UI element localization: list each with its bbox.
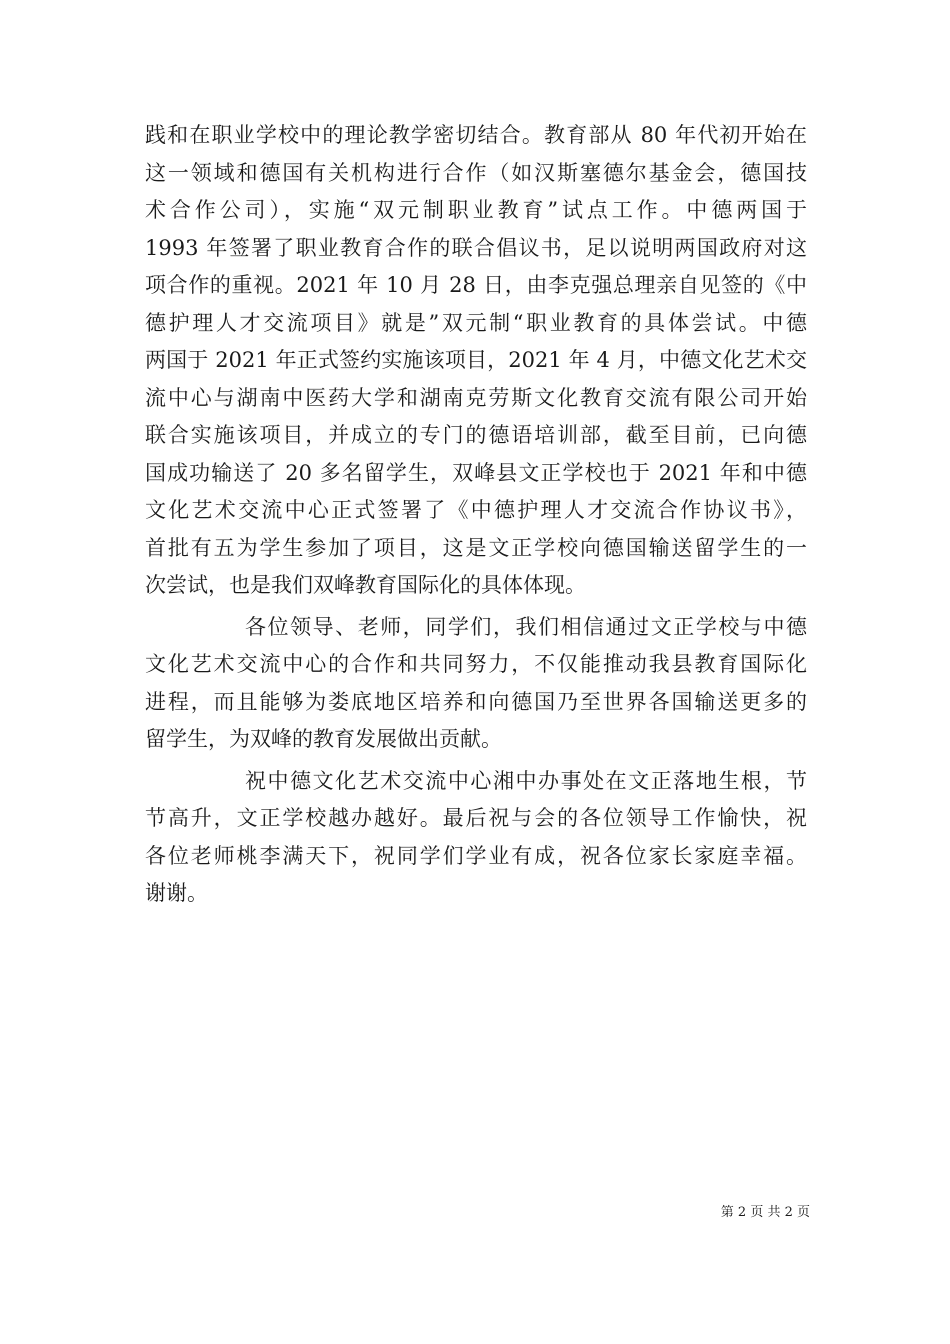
text-line: 谢谢。 [145, 881, 208, 905]
text-line: 留学生，为双峰的教育发展做出贡献。 [145, 727, 502, 751]
document-body [145, 117, 807, 913]
paragraph-1 [145, 117, 807, 605]
paragraph-3 [145, 763, 807, 913]
text-line: 各位领导、老师，同学们，我们相信通过文正学校与中德 [245, 614, 807, 639]
text-line: 国成功输送了 20 多名留学生，双峰县文正学校也于 2021 年和中德 [145, 460, 807, 485]
text-line: 祝中德文化艺术交流中心湘中办事处在文正落地生根，节 [245, 768, 807, 793]
text-line: 德护理人才交流项目》就是”双元制“职业教育的具体尝试。中德 [145, 310, 807, 335]
text-line: 次尝试，也是我们双峰教育国际化的具体体现。 [145, 573, 586, 597]
text-line: 文化艺术交流中心正式签署了《中德护理人才交流合作协议书》， [145, 498, 807, 522]
text-line: 1993 年签署了职业教育合作的联合倡议书，足以说明两国政府对这 [145, 235, 807, 260]
text-line: 这一领域和德国有关机构进行合作（如汉斯塞德尔基金会，德国技 [145, 160, 807, 185]
text-line: 术合作公司），实施“双元制职业教育”试点工作。中德两国于 [145, 198, 807, 222]
text-line: 联合实施该项目，并成立的专门的德语培训部，截至目前，已向德 [145, 423, 807, 447]
text-line: 文化艺术交流中心的合作和共同努力，不仅能推动我县教育国际化 [145, 652, 807, 676]
text-line: 流中心与湖南中医药大学和湖南克劳斯文化教育交流有限公司开始 [145, 385, 807, 410]
text-line: 进程，而且能够为娄底地区培养和向德国乃至世界各国输送更多的 [145, 689, 807, 714]
text-line: 两国于 2021 年正式签约实施该项目，2021 年 4 月，中德文化艺术交 [145, 348, 807, 372]
text-line: 项合作的重视。2021 年 10 月 28 日，由李克强总理亲自见签的《中 [145, 273, 807, 297]
text-line: 践和在职业学校中的理论教学密切结合。教育部从 80 年代初开始在 [145, 123, 807, 147]
text-line: 各位老师桃李满天下，祝同学们学业有成，祝各位家长家庭幸福。 [145, 843, 807, 868]
paragraph-2 [145, 609, 807, 759]
text-line: 首批有五为学生参加了项目，这是文正学校向德国输送留学生的一 [145, 535, 807, 560]
text-line: 节高升，文正学校越办越好。最后祝与会的各位领导工作愉快，祝 [145, 806, 807, 830]
page-number: 第 2 页 共 2 页 [720, 1205, 810, 1220]
